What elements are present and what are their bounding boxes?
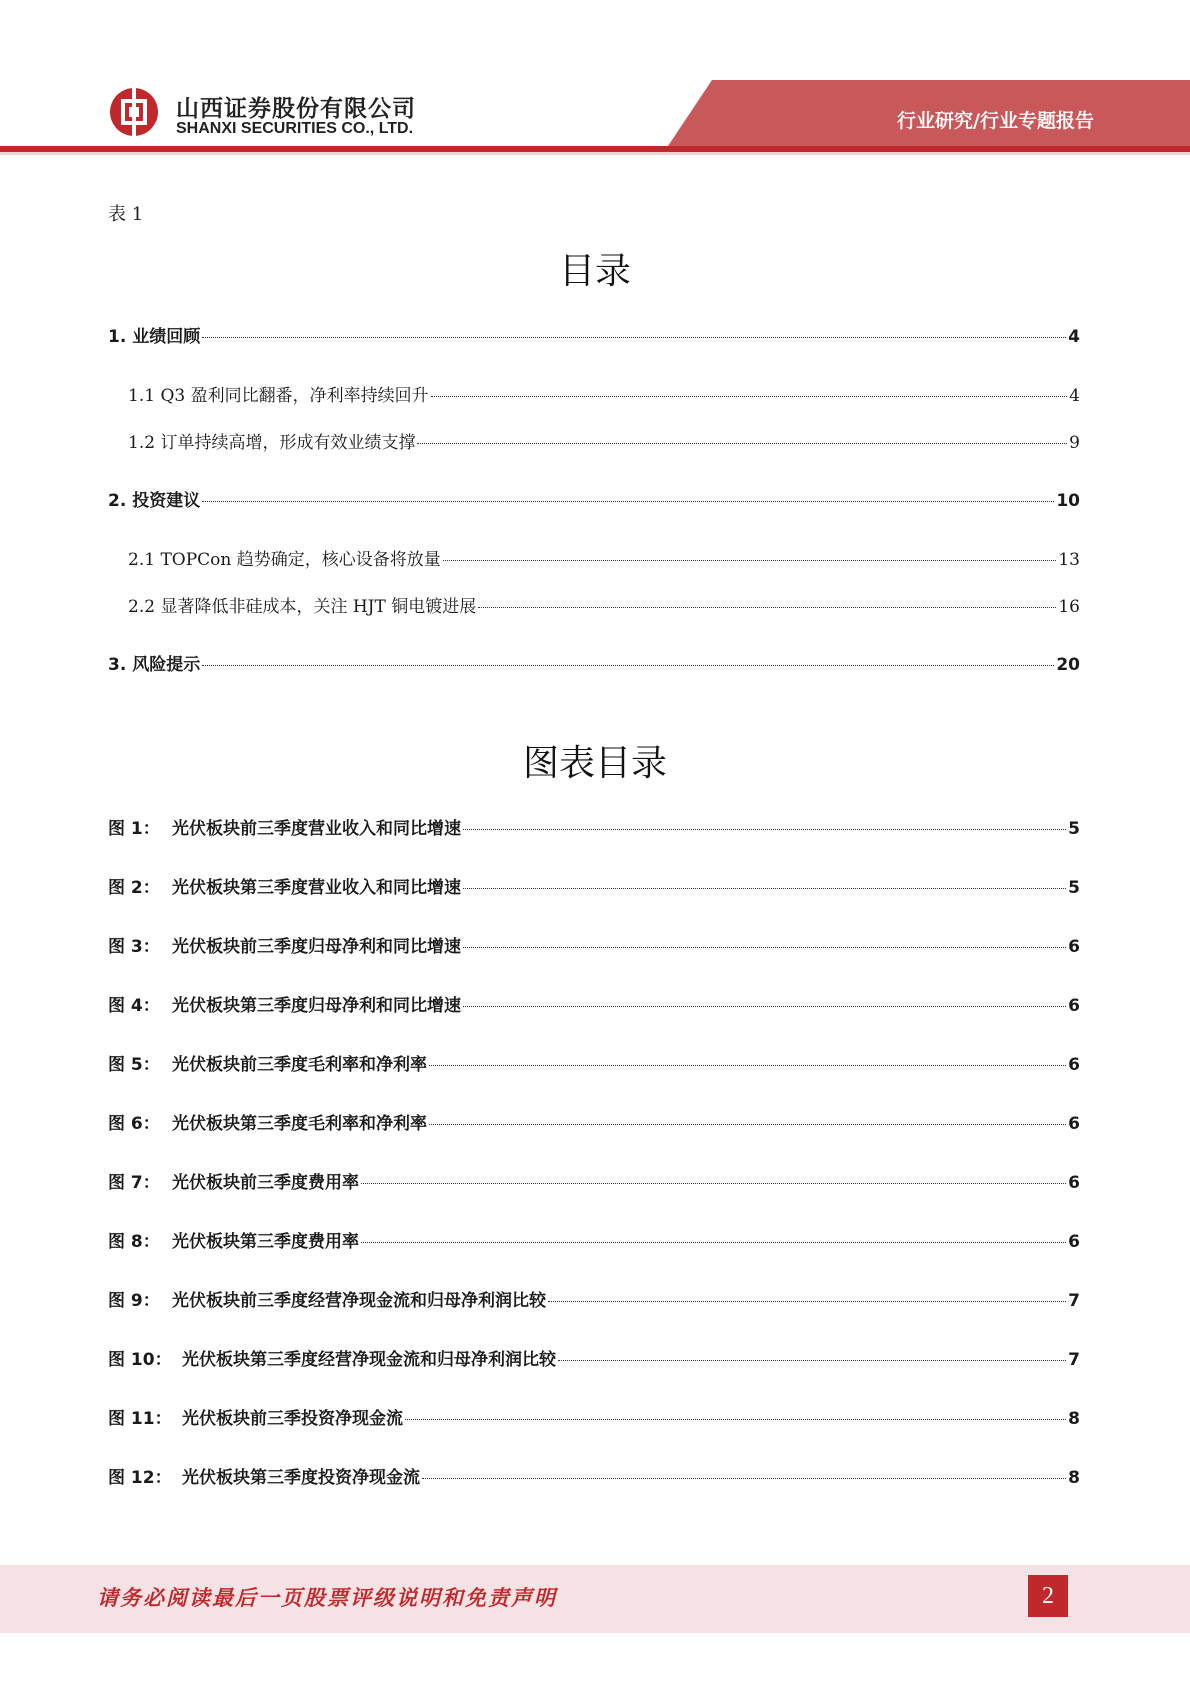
toc-entry-page: 13 (1058, 550, 1080, 570)
toc-entry-page: 4 (1069, 386, 1080, 406)
toc-title: 目录 (558, 251, 631, 292)
figure-entry[interactable] (108, 1286, 1080, 1310)
toc-entry-label: 1.1 Q3 盈利同比翻番，净利率持续回升 (128, 386, 429, 406)
figures-title: 图表目录 (522, 743, 667, 784)
figure-entry[interactable] (108, 1463, 1080, 1487)
figure-page: 6 (1068, 1114, 1080, 1134)
figure-page: 7 (1068, 1291, 1080, 1311)
leader-dots (429, 1065, 1066, 1066)
figure-label: 光伏板块第三季度营业收入和同比增速 (172, 878, 461, 898)
toc-entry[interactable] (128, 592, 1080, 616)
figure-label: 光伏板块第三季度毛利率和净利率 (172, 1114, 427, 1134)
figure-entry[interactable] (108, 932, 1080, 956)
figure-number: 图 7： (108, 1173, 160, 1193)
shanxi-securities-logo-icon (108, 86, 160, 138)
figure-number: 图 12： (108, 1468, 172, 1488)
figure-number: 图 1： (108, 819, 160, 839)
leader-dots (463, 888, 1066, 889)
figure-page: 8 (1068, 1468, 1080, 1488)
figure-entry[interactable] (108, 1109, 1080, 1133)
figure-label: 光伏板块前三季度归母净利和同比增速 (172, 937, 461, 957)
figure-label: 光伏板块前三季度经营净现金流和归母净利润比较 (172, 1291, 546, 1311)
figure-label: 光伏板块第三季度费用率 (172, 1232, 359, 1252)
figure-label: 光伏板块第三季度经营净现金流和归母净利润比较 (182, 1350, 556, 1370)
toc-entry-label: 2.1 TOPCon 趋势确定，核心设备将放量 (128, 550, 441, 570)
leader-dots (443, 560, 1057, 561)
leader-dots (478, 607, 1056, 608)
figure-number: 图 6： (108, 1114, 160, 1134)
figure-entry[interactable] (108, 814, 1080, 838)
figure-page: 8 (1068, 1409, 1080, 1429)
toc-entry[interactable] (108, 322, 1080, 346)
table-label: 表 1 (108, 204, 144, 225)
figure-entry[interactable] (108, 873, 1080, 897)
leader-dots (405, 1419, 1066, 1420)
figure-number: 图 4： (108, 996, 160, 1016)
toc-entry-label: 1.2 订单持续高增，形成有效业绩支撑 (128, 433, 416, 453)
figure-number: 图 9： (108, 1291, 160, 1311)
figure-page: 6 (1068, 996, 1080, 1016)
disclaimer-text: 请务必阅读最后一页股票评级说明和免责声明 (97, 1585, 557, 1610)
figure-label: 光伏板块第三季度归母净利和同比增速 (172, 996, 461, 1016)
figure-number: 图 10： (108, 1350, 172, 1370)
figure-page: 6 (1068, 1232, 1080, 1252)
toc-entry[interactable] (128, 545, 1080, 569)
leader-dots (202, 501, 1054, 502)
toc-entry-page: 10 (1056, 491, 1080, 511)
toc-entry-page: 20 (1056, 655, 1080, 675)
figure-number: 图 2： (108, 878, 160, 898)
figure-number: 图 11： (108, 1409, 172, 1429)
leader-dots (417, 443, 1067, 444)
figure-page: 6 (1068, 1055, 1080, 1075)
toc-entry[interactable] (108, 650, 1080, 674)
figure-label: 光伏板块前三季度毛利率和净利率 (172, 1055, 427, 1075)
toc-entry-label: 1. 业绩回顾 (108, 327, 201, 347)
figure-number: 图 8： (108, 1232, 160, 1252)
figure-page: 6 (1068, 937, 1080, 957)
figure-label: 光伏板块前三季投资净现金流 (182, 1409, 403, 1429)
toc-entry-page: 16 (1058, 597, 1080, 617)
page-number: 2 (1028, 1575, 1068, 1617)
figure-page: 6 (1068, 1173, 1080, 1193)
company-name-cn: 山西证券股份有限公司 (176, 96, 416, 122)
page-header (0, 0, 1190, 160)
leader-dots (422, 1478, 1066, 1479)
figure-label: 光伏板块前三季度费用率 (172, 1173, 359, 1193)
toc-entry-label: 3. 风险提示 (108, 655, 201, 675)
figure-label: 光伏板块第三季度投资净现金流 (182, 1468, 420, 1488)
figure-number: 图 3： (108, 937, 160, 957)
leader-dots (361, 1183, 1066, 1184)
figure-entry[interactable] (108, 1227, 1080, 1251)
leader-dots (361, 1242, 1066, 1243)
leader-dots (429, 1124, 1066, 1125)
company-name-en: SHANXI SECURITIES CO., LTD. (176, 120, 414, 137)
toc-entry[interactable] (108, 486, 1080, 510)
figure-entry[interactable] (108, 991, 1080, 1015)
figure-page: 5 (1068, 878, 1080, 898)
toc-entry[interactable] (128, 381, 1080, 405)
leader-dots (202, 337, 1066, 338)
toc-entry[interactable] (128, 428, 1080, 452)
toc-entry-page: 9 (1069, 433, 1080, 453)
figure-label: 光伏板块前三季度营业收入和同比增速 (172, 819, 461, 839)
leader-dots (463, 947, 1066, 948)
leader-dots (463, 1006, 1066, 1007)
figure-page: 7 (1068, 1350, 1080, 1370)
figure-entry[interactable] (108, 1404, 1080, 1428)
figure-entry[interactable] (108, 1168, 1080, 1192)
leader-dots (548, 1301, 1066, 1302)
figure-entry[interactable] (108, 1345, 1080, 1369)
toc-entry-label: 2. 投资建议 (108, 491, 201, 511)
toc-entry-page: 4 (1068, 327, 1080, 347)
toc-entry-label: 2.2 显著降低非硅成本，关注 HJT 铜电镀进展 (128, 597, 477, 617)
leader-dots (202, 665, 1054, 666)
figure-page: 5 (1068, 819, 1080, 839)
leader-dots (463, 829, 1066, 830)
figure-entry[interactable] (108, 1050, 1080, 1074)
leader-dots (431, 396, 1068, 397)
figure-number: 图 5： (108, 1055, 160, 1075)
report-type: 行业研究/行业专题报告 (897, 110, 1094, 132)
leader-dots (558, 1360, 1066, 1361)
